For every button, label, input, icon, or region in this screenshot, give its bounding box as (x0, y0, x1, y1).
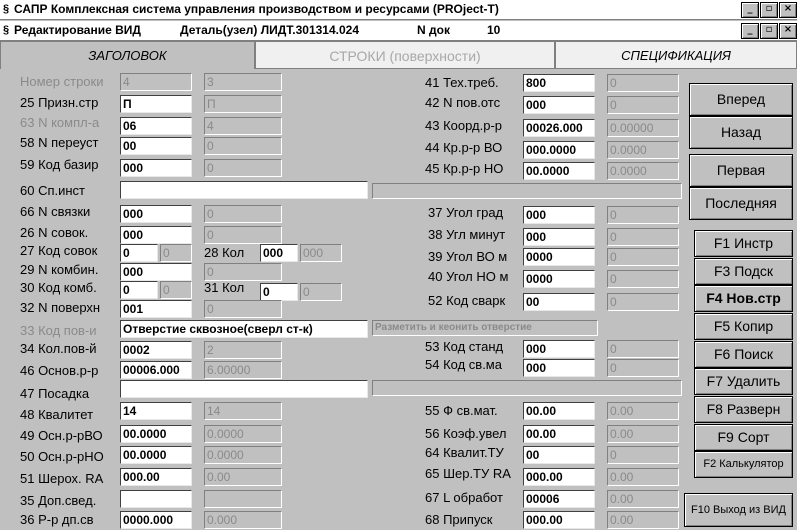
r53-prev: 0 (607, 340, 679, 358)
r30-field[interactable]: 0 (120, 281, 158, 299)
r26-field[interactable]: 000 (120, 226, 192, 244)
r65-field[interactable]: 000.00 (523, 468, 595, 486)
doc-restore-button[interactable]: ▫ (760, 23, 778, 39)
r64-field[interactable]: 00 (523, 446, 595, 464)
r34-prev: 2 (204, 341, 282, 359)
r52-field[interactable]: 00 (523, 293, 595, 311)
r45-field[interactable]: 00.0000 (523, 162, 595, 180)
r32-label: 32 N поверхн (20, 300, 101, 315)
r32-field[interactable]: 001 (120, 300, 192, 318)
r26-prev: 0 (204, 226, 282, 244)
r59-label: 59 Код базир (20, 157, 99, 172)
r28-field[interactable]: 000 (260, 244, 298, 262)
r44-label: 44 Кр.р-р ВО (425, 140, 503, 155)
r28-prev: 000 (300, 244, 342, 262)
r44-field[interactable]: 000.0000 (523, 141, 595, 159)
doc-icon: § (3, 24, 10, 36)
r25-label: 25 Призн.стр (20, 95, 99, 110)
r60-prev (372, 183, 682, 199)
r35-field[interactable] (120, 490, 192, 508)
r60-label: 60 Сп.инст (20, 183, 86, 198)
row-number-label: Номер строки (20, 74, 104, 89)
f8-expand-button[interactable]: F8 Разверн (694, 396, 793, 423)
r43-prev: 0.00000 (607, 119, 679, 137)
r68-label: 68 Припуск (425, 512, 493, 527)
ndoc-label: N док (417, 23, 450, 37)
r33-label: 33 Код пов-и (20, 323, 97, 338)
r29-field[interactable]: 000 (120, 263, 192, 281)
r56-field[interactable]: 00.00 (523, 425, 595, 443)
r38-field[interactable]: 000 (523, 228, 595, 246)
r27-field[interactable]: 0 (120, 244, 158, 262)
first-button[interactable]: Первая (689, 154, 793, 187)
r43-field[interactable]: 00026.000 (523, 119, 595, 137)
doc-close-button[interactable]: × (779, 23, 797, 39)
r32-prev: 0 (204, 300, 282, 318)
r50-prev: 0.0000 (204, 446, 282, 464)
r51-prev: 0.00 (204, 468, 282, 486)
r30-prev: 0 (160, 281, 192, 299)
r51-label: 51 Шерох. RA (20, 471, 104, 486)
r65-label: 65 Шер.ТУ RA (425, 466, 511, 481)
row-number-field[interactable]: 4 (120, 73, 192, 91)
forward-button[interactable]: Вперед (689, 83, 793, 116)
r31-prev: 0 (300, 283, 342, 301)
r56-label: 56 Коэф.увел (425, 426, 507, 441)
r40-prev: 0 (607, 270, 679, 288)
r42-label: 42 N пов.отс (425, 95, 501, 110)
r64-label: 64 Квалит.ТУ (425, 445, 504, 460)
r54-field[interactable]: 000 (523, 359, 595, 377)
r66-field[interactable]: 000 (120, 205, 192, 223)
r66-prev: 0 (204, 205, 282, 223)
r50-field[interactable]: 00.0000 (120, 446, 192, 464)
r68-prev: 0.00 (607, 511, 679, 529)
r40-label: 40 Угол НО м (428, 269, 509, 284)
r55-label: 55 Ф св.мат. (425, 403, 498, 418)
r47-prev (372, 380, 682, 396)
r37-prev: 0 (607, 206, 679, 224)
r53-label: 53 Код станд (425, 339, 504, 354)
detail-label: Деталь(узел) ЛИДТ.301314.024 (180, 23, 360, 37)
app-icon: § (3, 3, 10, 15)
r67-label: 67 L обработ (425, 490, 503, 505)
r44-prev: 0.0000 (607, 141, 679, 159)
last-button[interactable]: Последняя (689, 187, 793, 220)
r36-label: 36 Р-р дп.св (20, 512, 94, 527)
r29-label: 29 N комбин. (20, 262, 99, 277)
r50-label: 50 Осн.р-рНО (20, 449, 104, 464)
r42-prev: 0 (607, 96, 679, 114)
r48-prev: 14 (204, 402, 282, 420)
r55-field[interactable]: 00.00 (523, 402, 595, 420)
r48-label: 48 Квалитет (20, 407, 94, 422)
r34-field[interactable]: 0002 (120, 341, 192, 359)
r63-field[interactable]: 06 (120, 117, 192, 135)
r31-field[interactable]: 0 (260, 283, 298, 301)
r52-prev: 0 (607, 293, 679, 311)
r59-prev: 0 (204, 159, 282, 177)
r25-field[interactable]: П (120, 95, 192, 113)
r48-field[interactable]: 14 (120, 402, 192, 420)
f5-copy-button[interactable]: F5 Копир (694, 313, 793, 340)
tab-specification[interactable]: СПЕЦИФИКАЦИЯ (555, 41, 797, 69)
r26-label: 26 N совок. (20, 225, 89, 240)
r25-prev: П (204, 95, 282, 113)
r49-label: 49 Осн.р-рВО (20, 428, 103, 443)
r46-prev: 6.00000 (204, 361, 282, 379)
r58-label: 58 N переуст (20, 135, 99, 150)
r27-prev: 0 (160, 244, 192, 262)
f9-sort-button[interactable]: F9 Сорт (694, 424, 793, 451)
r47-field[interactable] (120, 380, 368, 398)
r33-prev: Разметить и кеонить отверстие (372, 320, 598, 336)
r67-prev: 0.00 (607, 490, 679, 508)
r35-prev (204, 490, 282, 508)
r64-prev: 0 (607, 446, 679, 464)
tab-rows[interactable]: СТРОКИ (поверхности) (255, 41, 555, 69)
doc-minimize-button[interactable]: _ (741, 23, 759, 39)
f1-instr-button[interactable]: F1 Инстр (694, 230, 793, 257)
r47-label: 47 Посадка (20, 386, 90, 401)
app-restore-button[interactable]: ▫ (760, 2, 778, 18)
r46-field[interactable]: 00006.000 (120, 361, 192, 379)
tab-header[interactable]: ЗАГОЛОВОК (0, 41, 255, 69)
f6-search-button[interactable]: F6 Поиск (694, 341, 793, 368)
r41-label: 41 Тех.треб. (425, 75, 499, 90)
r41-prev: 0 (607, 74, 679, 92)
back-button[interactable]: Назад (689, 116, 793, 149)
row-number-prev: 3 (204, 73, 282, 91)
app-title: САПР Комплексная система управления производством и ресурсами (PROject-T) (14, 2, 499, 16)
r34-label: 34 Кол.пов-й (20, 341, 97, 356)
r65-prev: 0.00 (607, 468, 679, 486)
r60-field[interactable] (120, 181, 368, 199)
app-close-button[interactable]: × (779, 2, 797, 18)
r67-field[interactable]: 00006 (523, 490, 595, 508)
r39-label: 39 Угол ВО м (428, 249, 508, 264)
app-titlebar (0, 0, 797, 20)
r39-prev: 0 (607, 248, 679, 266)
app-minimize-button[interactable]: _ (741, 2, 759, 18)
f3-hint-button[interactable]: F3 Подск (694, 258, 793, 285)
r45-label: 45 Кр.р-р НО (425, 161, 504, 176)
r38-prev: 0 (607, 228, 679, 246)
r56-prev: 0.00 (607, 425, 679, 443)
r63-label: 63 N компл-а (20, 115, 100, 130)
r51-field[interactable]: 000.00 (120, 468, 192, 486)
r68-field[interactable]: 000.00 (523, 511, 595, 529)
r49-field[interactable]: 00.0000 (120, 425, 192, 443)
r45-prev: 0.0000 (607, 162, 679, 180)
ndoc-value: 10 (487, 23, 501, 37)
r36-field[interactable]: 0000.000 (120, 511, 192, 529)
r39-field[interactable]: 0000 (523, 248, 595, 266)
r46-label: 46 Основ.р-р (20, 363, 99, 378)
r29-prev: 0 (204, 263, 282, 281)
doc-window-title: Редактирование ВИД (14, 23, 141, 37)
r35-label: 35 Доп.свед. (20, 493, 97, 508)
r30-label: 30 Код комб. (20, 280, 97, 295)
r54-label: 54 Код св.ма (425, 357, 502, 372)
r28-label: 28 Кол (204, 245, 245, 260)
f4-new-row-button[interactable]: F4 Нов.стр (694, 285, 793, 312)
r40-field[interactable]: 0000 (523, 270, 595, 288)
r27-label: 27 Код совок (20, 243, 98, 258)
r58-prev: 0 (204, 137, 282, 155)
f7-delete-button[interactable]: F7 Удалить (694, 368, 793, 395)
r54-prev: 0 (607, 359, 679, 377)
r63-prev: 4 (204, 117, 282, 135)
f10-exit-button[interactable]: F10 Выход из ВИД (684, 493, 793, 527)
r66-label: 66 N связки (20, 204, 91, 219)
r53-field[interactable]: 000 (523, 340, 595, 358)
doc-titlebar (0, 21, 797, 41)
r52-label: 52 Код сварк (428, 293, 506, 308)
r31-label: 31 Кол (204, 280, 245, 295)
r38-label: 38 Угл минут (428, 227, 506, 242)
f2-calculator-button[interactable]: F2 Калькулятор (694, 451, 793, 478)
r36-prev: 0.000 (204, 511, 282, 529)
r33-field[interactable]: Отверстие сквозное(сверл ст-к) (120, 320, 368, 338)
r37-label: 37 Угол град (428, 205, 504, 220)
r41-field[interactable]: 800 (523, 74, 595, 92)
r59-field[interactable]: 000 (120, 159, 192, 177)
r58-field[interactable]: 00 (120, 137, 192, 155)
r49-prev: 0.0000 (204, 425, 282, 443)
r37-field[interactable]: 000 (523, 206, 595, 224)
r55-prev: 0.00 (607, 402, 679, 420)
r42-field[interactable]: 000 (523, 96, 595, 114)
r43-label: 43 Коорд.р-р (425, 118, 503, 133)
